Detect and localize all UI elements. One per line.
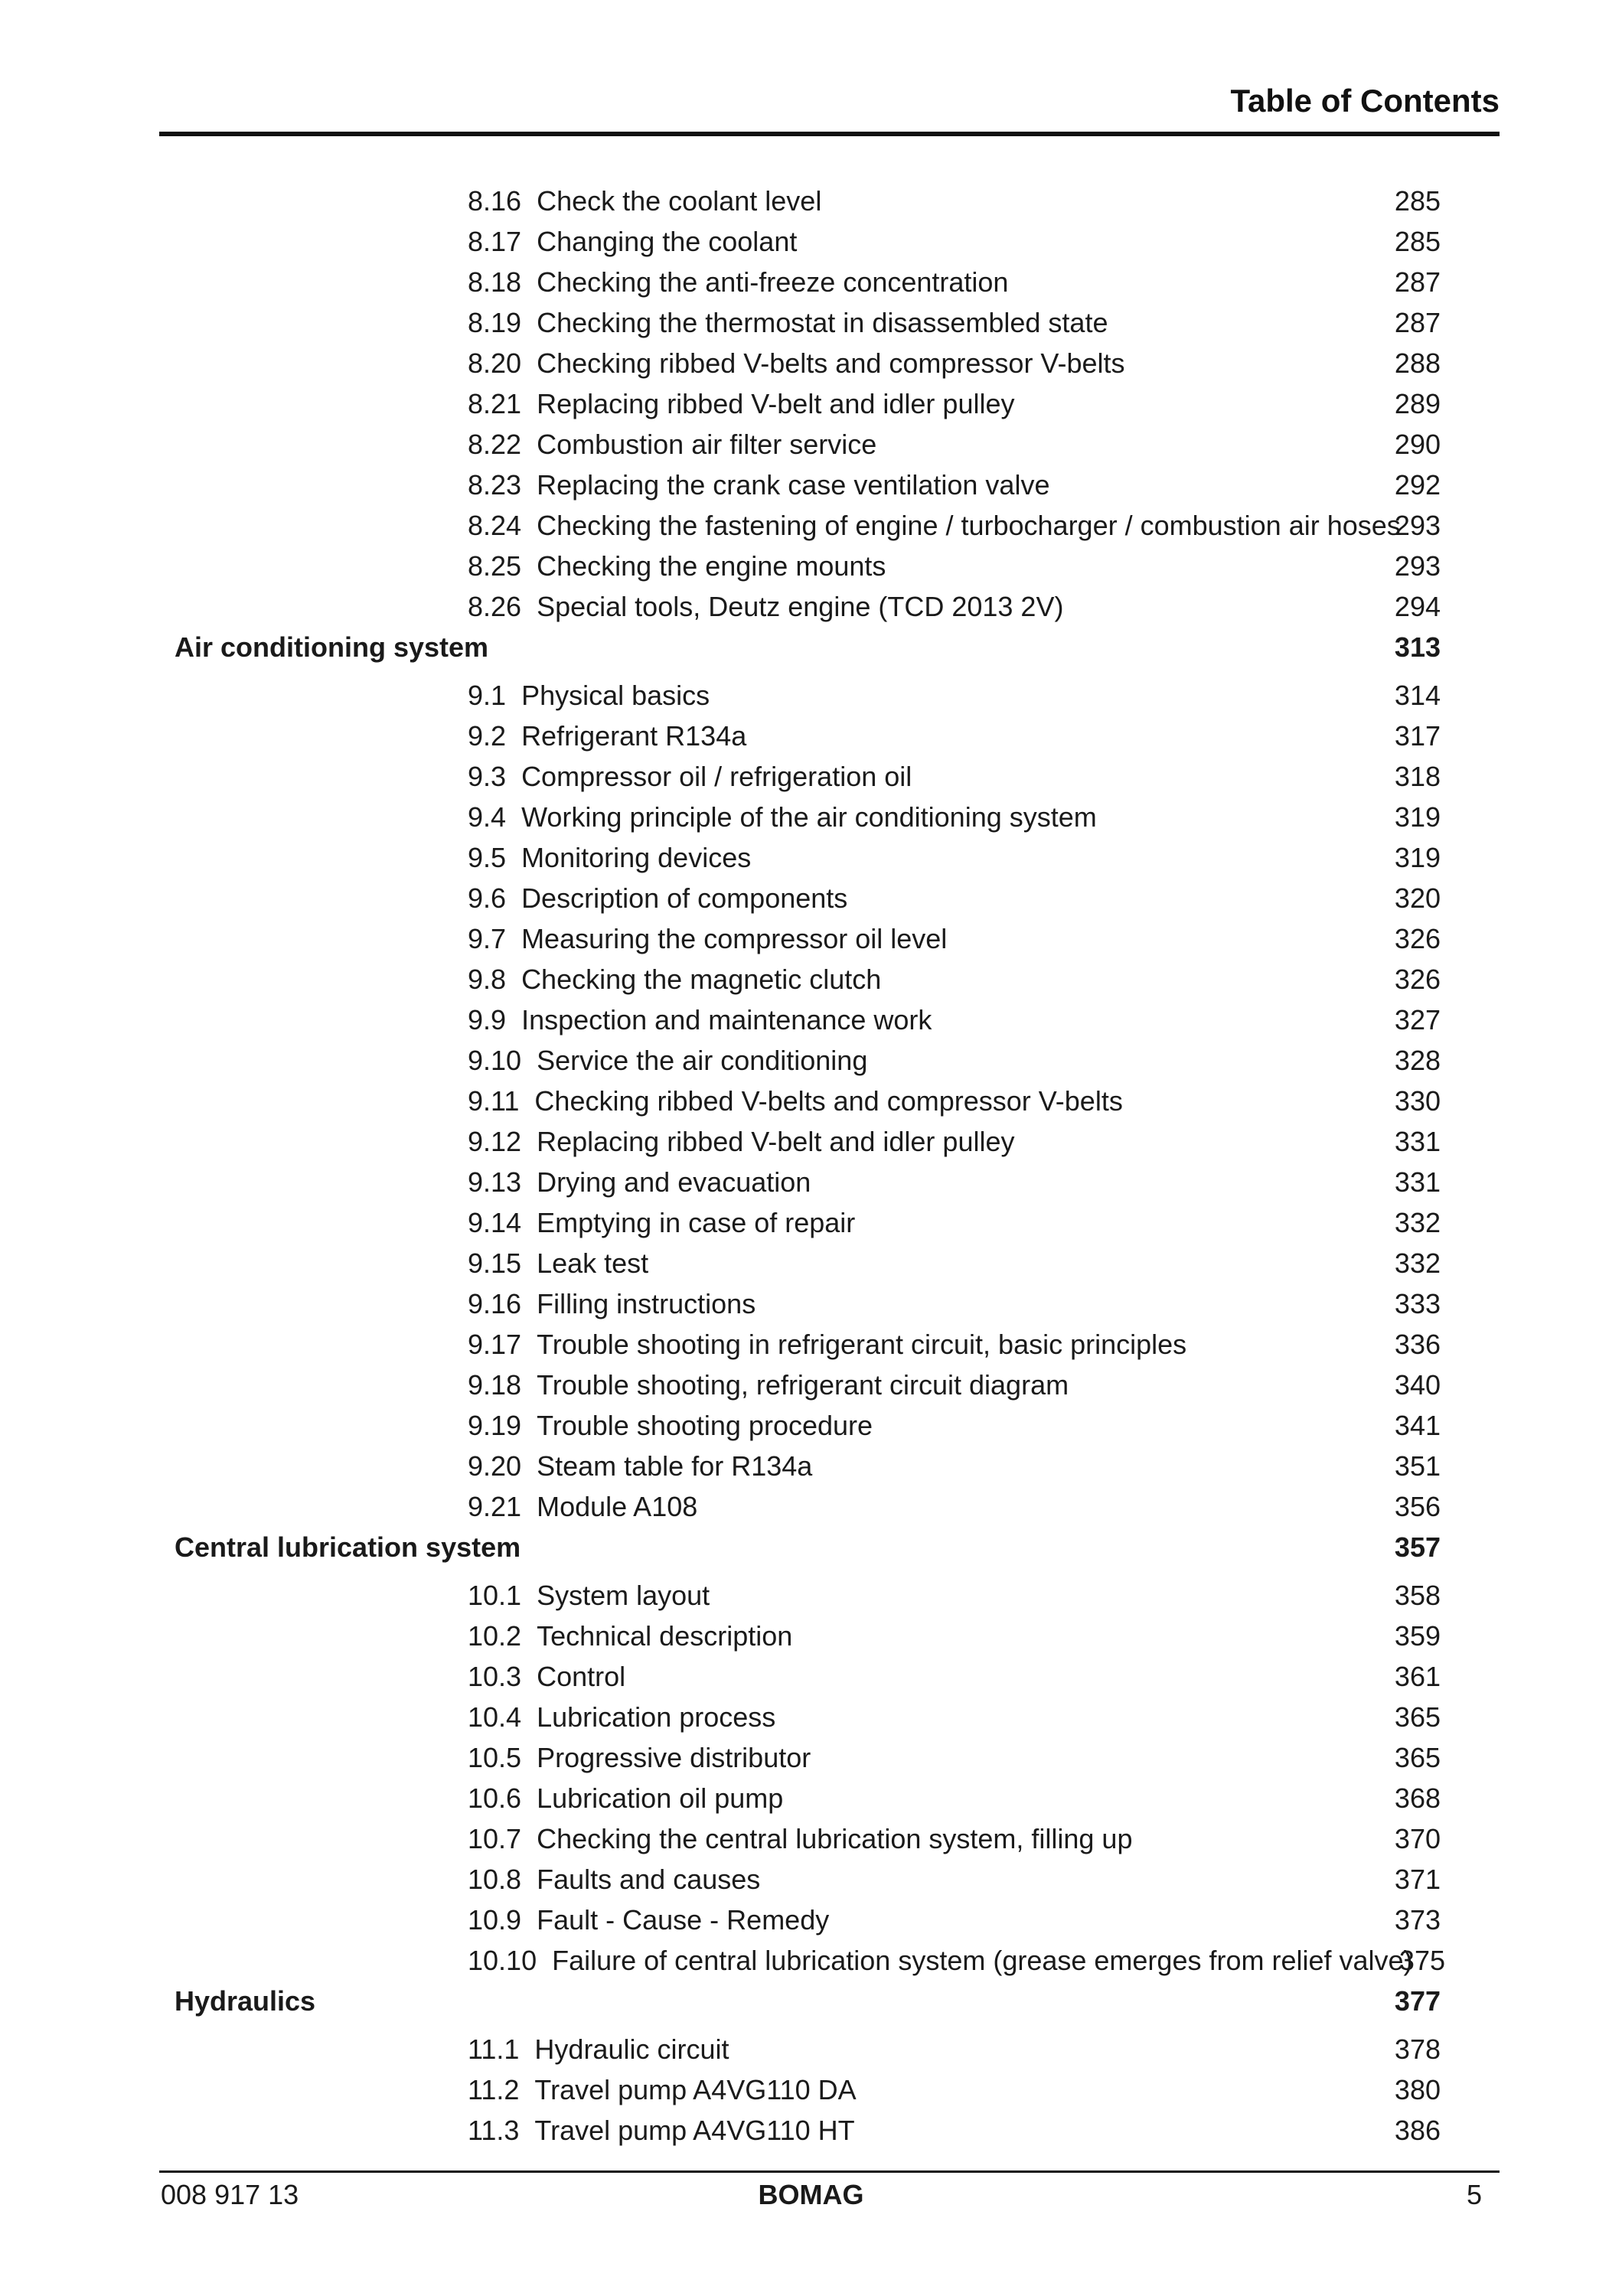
entry-title: Technical description <box>537 1620 793 1652</box>
entry-title: Lubrication oil pump <box>537 1782 784 1814</box>
toc-entry <box>0 1202 1622 1243</box>
header-rule <box>159 132 1500 136</box>
entry-number: 10.10 <box>468 1945 537 1976</box>
entry-number: 9.13 <box>468 1166 522 1198</box>
toc-entry <box>0 2110 1622 2151</box>
entry-label <box>468 1040 867 1081</box>
entry-label <box>468 2110 855 2151</box>
entry-label <box>468 1324 1186 1365</box>
entry-page-number: 365 <box>1394 1701 1441 1733</box>
entry-title: Lubrication process <box>537 1701 776 1733</box>
toc-entry <box>0 302 1622 343</box>
entry-page-number: 371 <box>1394 1864 1441 1895</box>
toc-entry <box>0 1000 1622 1040</box>
page-number: 5 <box>1466 2179 1482 2210</box>
entry-number: 10.5 <box>468 1742 522 1773</box>
entry-label <box>468 424 876 465</box>
entry-title: Special tools, Deutz engine (TCD 2013 2V) <box>537 591 1064 622</box>
toc-entry <box>0 1737 1622 1778</box>
toc-entry <box>0 1040 1622 1081</box>
entry-label <box>468 1405 873 1446</box>
toc-section-heading <box>0 627 1622 668</box>
entry-title: Leak test <box>537 1247 649 1279</box>
entry-label <box>468 1818 1132 1859</box>
toc-entry <box>0 756 1622 797</box>
entry-label <box>468 1575 710 1616</box>
entry-page-number: 290 <box>1394 429 1441 460</box>
entry-number: 9.9 <box>468 1004 507 1035</box>
entry-label <box>468 343 1125 383</box>
entry-number: 10.7 <box>468 1823 522 1854</box>
toc-entry <box>0 1081 1622 1121</box>
entry-page-number: 293 <box>1394 510 1441 541</box>
entry-page-number: 294 <box>1394 591 1441 622</box>
toc-entry <box>0 1818 1622 1859</box>
entry-label <box>468 1859 760 1900</box>
toc-entry <box>0 424 1622 465</box>
entry-page-number: 327 <box>1394 1004 1441 1035</box>
entry-title: Combustion air filter service <box>537 429 877 460</box>
entry-label <box>468 716 746 756</box>
entry-label <box>468 302 1108 343</box>
toc-entry <box>0 505 1622 546</box>
entry-page-number: 332 <box>1394 1247 1441 1279</box>
entry-title: Replacing ribbed V-belt and idler pulley <box>537 1126 1015 1157</box>
toc-entry <box>0 2069 1622 2110</box>
entry-page-number: 288 <box>1394 347 1441 379</box>
entry-label <box>468 675 710 716</box>
entry-title: Emptying in case of repair <box>537 1207 856 1238</box>
entry-label <box>468 2029 729 2069</box>
entry-page-number: 287 <box>1394 307 1441 338</box>
entry-title: Check the coolant level <box>537 185 822 217</box>
toc-entry <box>0 1365 1622 1405</box>
entry-number: 9.12 <box>468 1126 522 1157</box>
entry-page-number: 332 <box>1394 1207 1441 1238</box>
entry-number: 9.15 <box>468 1247 522 1279</box>
toc-entry <box>0 1697 1622 1737</box>
entry-label <box>468 918 947 959</box>
entry-page-number: 333 <box>1394 1288 1441 1319</box>
entry-title: System layout <box>537 1580 710 1611</box>
entry-label <box>468 1365 1069 1405</box>
entry-title: Checking ribbed V-belts and compressor V-belts <box>537 347 1125 379</box>
entry-number: 10.1 <box>468 1580 522 1611</box>
entry-number: 10.8 <box>468 1864 522 1895</box>
entry-title: Trouble shooting procedure <box>537 1410 873 1441</box>
entry-title: Checking the fastening of engine / turbocharger / combustion air hoses <box>537 510 1401 541</box>
entry-page-number: 351 <box>1394 1450 1441 1482</box>
entry-page-number: 326 <box>1394 964 1441 995</box>
toc-entry <box>0 716 1622 756</box>
entry-page-number: 326 <box>1394 923 1441 954</box>
entry-number: 9.18 <box>468 1369 522 1401</box>
entry-page-number: 368 <box>1394 1782 1441 1814</box>
entry-title: Refrigerant R134a <box>521 720 747 752</box>
toc-entry <box>0 546 1622 586</box>
entry-page-number: 331 <box>1394 1166 1441 1198</box>
entry-number: 8.19 <box>468 307 522 338</box>
toc-entry <box>0 1900 1622 1940</box>
entry-page-number: 373 <box>1394 1904 1441 1936</box>
toc-entry <box>0 1162 1622 1202</box>
toc-entry <box>0 1940 1622 1981</box>
entry-page-number: 319 <box>1394 842 1441 873</box>
entry-number: 8.25 <box>468 550 522 582</box>
entry-label <box>468 1940 1413 1981</box>
toc-entry <box>0 262 1622 302</box>
entry-number: 9.5 <box>468 842 507 873</box>
entry-title: Drying and evacuation <box>537 1166 811 1198</box>
toc-entry <box>0 1859 1622 1900</box>
entry-label <box>468 1446 812 1486</box>
entry-label <box>468 546 886 586</box>
entry-title: Checking the magnetic clutch <box>521 964 882 995</box>
entry-title: Checking the central lubrication system, filling up <box>537 1823 1133 1854</box>
entry-page-number: 378 <box>1394 2033 1441 2065</box>
toc-entry <box>0 221 1622 262</box>
toc-section-heading <box>0 1981 1622 2022</box>
entry-label <box>468 505 1401 546</box>
entry-label <box>468 1737 811 1778</box>
entry-number: 10.4 <box>468 1701 522 1733</box>
toc-entry <box>0 1486 1622 1527</box>
toc-entry <box>0 1446 1622 1486</box>
toc-entry <box>0 181 1622 221</box>
entry-page-number: 319 <box>1394 801 1441 833</box>
entry-page-number: 289 <box>1394 388 1441 419</box>
entry-title: Hydraulic circuit <box>534 2033 729 2065</box>
toc-entry <box>0 343 1622 383</box>
toc-entry <box>0 878 1622 918</box>
document-number: 008 917 13 <box>161 2179 299 2210</box>
toc-entry <box>0 1243 1622 1283</box>
toc-entry <box>0 918 1622 959</box>
entry-label <box>468 1121 1015 1162</box>
entry-label <box>468 1616 792 1656</box>
entry-title: Service the air conditioning <box>537 1045 868 1076</box>
entry-page-number: 365 <box>1394 1742 1441 1773</box>
entry-label <box>468 586 1063 627</box>
section-title: Air conditioning system <box>175 631 489 663</box>
entry-number: 9.8 <box>468 964 507 995</box>
entry-page-number: 340 <box>1394 1369 1441 1401</box>
toc-entry <box>0 1121 1622 1162</box>
entry-number: 9.21 <box>468 1491 522 1522</box>
entry-title: Travel pump A4VG110 HT <box>534 2115 855 2146</box>
entry-page-number: 377 <box>1394 1985 1441 2017</box>
entry-title: Travel pump A4VG110 DA <box>534 2074 857 2105</box>
page-title: Table of Contents <box>1230 83 1500 119</box>
toc-entry <box>0 1324 1622 1365</box>
entry-number: 9.20 <box>468 1450 522 1482</box>
entry-label <box>468 465 1049 505</box>
entry-title: Checking the engine mounts <box>537 550 886 582</box>
table-of-contents <box>0 181 1622 2151</box>
entry-page-number: 320 <box>1394 882 1441 914</box>
entry-number: 10.2 <box>468 1620 522 1652</box>
entry-number: 9.7 <box>468 923 507 954</box>
entry-label <box>468 1697 775 1737</box>
entry-title: Checking the thermostat in disassembled state <box>537 307 1108 338</box>
entry-label <box>468 221 797 262</box>
toc-entry <box>0 797 1622 837</box>
entry-title: Measuring the compressor oil level <box>521 923 948 954</box>
entry-title: Trouble shooting, refrigerant circuit diagram <box>537 1369 1069 1401</box>
entry-label <box>468 756 912 797</box>
entry-number: 9.17 <box>468 1329 522 1360</box>
entry-page-number: 361 <box>1394 1661 1441 1692</box>
entry-title: Fault - Cause - Remedy <box>537 1904 830 1936</box>
entry-page-number: 285 <box>1394 226 1441 257</box>
entry-title: Filling instructions <box>537 1288 756 1319</box>
section-title: Hydraulics <box>175 1985 316 2017</box>
entry-number: 11.1 <box>468 2033 520 2065</box>
entry-label <box>468 1000 932 1040</box>
footer-rule <box>159 2170 1500 2173</box>
entry-label <box>468 181 821 221</box>
entry-title: Steam table for R134a <box>537 1450 813 1482</box>
entry-label <box>468 797 1097 837</box>
entry-page-number: 370 <box>1394 1823 1441 1854</box>
entry-page-number: 318 <box>1394 761 1441 792</box>
entry-page-number: 330 <box>1394 1085 1441 1117</box>
entry-number: 8.23 <box>468 469 522 501</box>
entry-number: 8.26 <box>468 591 522 622</box>
entry-label <box>468 1081 1123 1121</box>
entry-page-number: 314 <box>1394 680 1441 711</box>
entry-title: Physical basics <box>521 680 710 711</box>
entry-label <box>468 878 847 918</box>
toc-entry <box>0 1283 1622 1324</box>
entry-number: 9.11 <box>468 1085 520 1117</box>
entry-title: Monitoring devices <box>521 842 752 873</box>
entry-label <box>468 383 1015 424</box>
entry-page-number: 359 <box>1394 1620 1441 1652</box>
entry-page-number: 375 <box>1398 1945 1445 1976</box>
toc-entry <box>0 465 1622 505</box>
entry-page-number: 293 <box>1394 550 1441 582</box>
entry-label <box>468 1162 811 1202</box>
entry-number: 11.3 <box>468 2115 520 2146</box>
entry-number: 8.24 <box>468 510 522 541</box>
entry-title: Module A108 <box>537 1491 698 1522</box>
entry-label <box>468 959 881 1000</box>
entry-page-number: 336 <box>1394 1329 1441 1360</box>
entry-number: 9.10 <box>468 1045 522 1076</box>
brand-name: BOMAG <box>758 2179 864 2210</box>
entry-title: Checking ribbed V-belts and compressor V-belts <box>534 1085 1123 1117</box>
toc-entry <box>0 1656 1622 1697</box>
entry-title: Control <box>537 1661 626 1692</box>
entry-page-number: 313 <box>1394 631 1441 663</box>
entry-number: 10.9 <box>468 1904 522 1936</box>
entry-title: Changing the coolant <box>537 226 798 257</box>
entry-label <box>468 1900 829 1940</box>
entry-page-number: 386 <box>1394 2115 1441 2146</box>
entry-page-number: 328 <box>1394 1045 1441 1076</box>
entry-number: 9.6 <box>468 882 507 914</box>
toc-entry <box>0 1575 1622 1616</box>
toc-entry <box>0 837 1622 878</box>
entry-title: Working principle of the air conditioning system <box>521 801 1097 833</box>
toc-entry <box>0 959 1622 1000</box>
entry-label <box>468 2069 857 2110</box>
entry-label <box>468 1283 756 1324</box>
toc-entry <box>0 1778 1622 1818</box>
entry-number: 9.2 <box>468 720 507 752</box>
entry-label <box>468 1486 697 1527</box>
entry-number: 9.3 <box>468 761 507 792</box>
entry-page-number: 358 <box>1394 1580 1441 1611</box>
entry-title: Trouble shooting in refrigerant circuit, basic principles <box>537 1329 1187 1360</box>
entry-page-number: 356 <box>1394 1491 1441 1522</box>
entry-page-number: 292 <box>1394 469 1441 501</box>
entry-number: 8.17 <box>468 226 522 257</box>
entry-label <box>468 837 751 878</box>
entry-page-number: 287 <box>1394 266 1441 298</box>
entry-number: 9.16 <box>468 1288 522 1319</box>
entry-page-number: 317 <box>1394 720 1441 752</box>
entry-title: Faults and causes <box>537 1864 761 1895</box>
entry-number: 8.22 <box>468 429 522 460</box>
toc-entry <box>0 586 1622 627</box>
entry-page-number: 285 <box>1394 185 1441 217</box>
entry-label <box>468 262 1008 302</box>
entry-page-number: 331 <box>1394 1126 1441 1157</box>
entry-title: Failure of central lubrication system (grease emerges from relief valve) <box>552 1945 1413 1976</box>
entry-title: Inspection and maintenance work <box>521 1004 932 1035</box>
entry-title: Replacing the crank case ventilation valve <box>537 469 1050 501</box>
entry-number: 9.1 <box>468 680 507 711</box>
entry-number: 8.20 <box>468 347 522 379</box>
entry-page-number: 357 <box>1394 1531 1441 1563</box>
entry-title: Description of components <box>521 882 848 914</box>
entry-title: Progressive distributor <box>537 1742 811 1773</box>
entry-number: 9.14 <box>468 1207 522 1238</box>
entry-title: Replacing ribbed V-belt and idler pulley <box>537 388 1015 419</box>
toc-entry <box>0 383 1622 424</box>
entry-number: 8.21 <box>468 388 522 419</box>
toc-section-heading <box>0 1527 1622 1568</box>
toc-entry <box>0 675 1622 716</box>
toc-entry <box>0 1616 1622 1656</box>
entry-page-number: 380 <box>1394 2074 1441 2105</box>
entry-number: 10.3 <box>468 1661 522 1692</box>
entry-label <box>468 1656 625 1697</box>
toc-entry <box>0 2029 1622 2069</box>
section-title: Central lubrication system <box>175 1531 521 1563</box>
entry-number: 8.18 <box>468 266 522 298</box>
entry-label <box>468 1778 783 1818</box>
entry-number: 11.2 <box>468 2074 520 2105</box>
entry-number: 9.4 <box>468 801 507 833</box>
entry-title: Compressor oil / refrigeration oil <box>521 761 912 792</box>
toc-entry <box>0 1405 1622 1446</box>
entry-page-number: 341 <box>1394 1410 1441 1441</box>
entry-number: 8.16 <box>468 185 522 217</box>
entry-number: 10.6 <box>468 1782 522 1814</box>
entry-label <box>468 1202 855 1243</box>
entry-title: Checking the anti-freeze concentration <box>537 266 1009 298</box>
entry-label <box>468 1243 648 1283</box>
entry-number: 9.19 <box>468 1410 522 1441</box>
